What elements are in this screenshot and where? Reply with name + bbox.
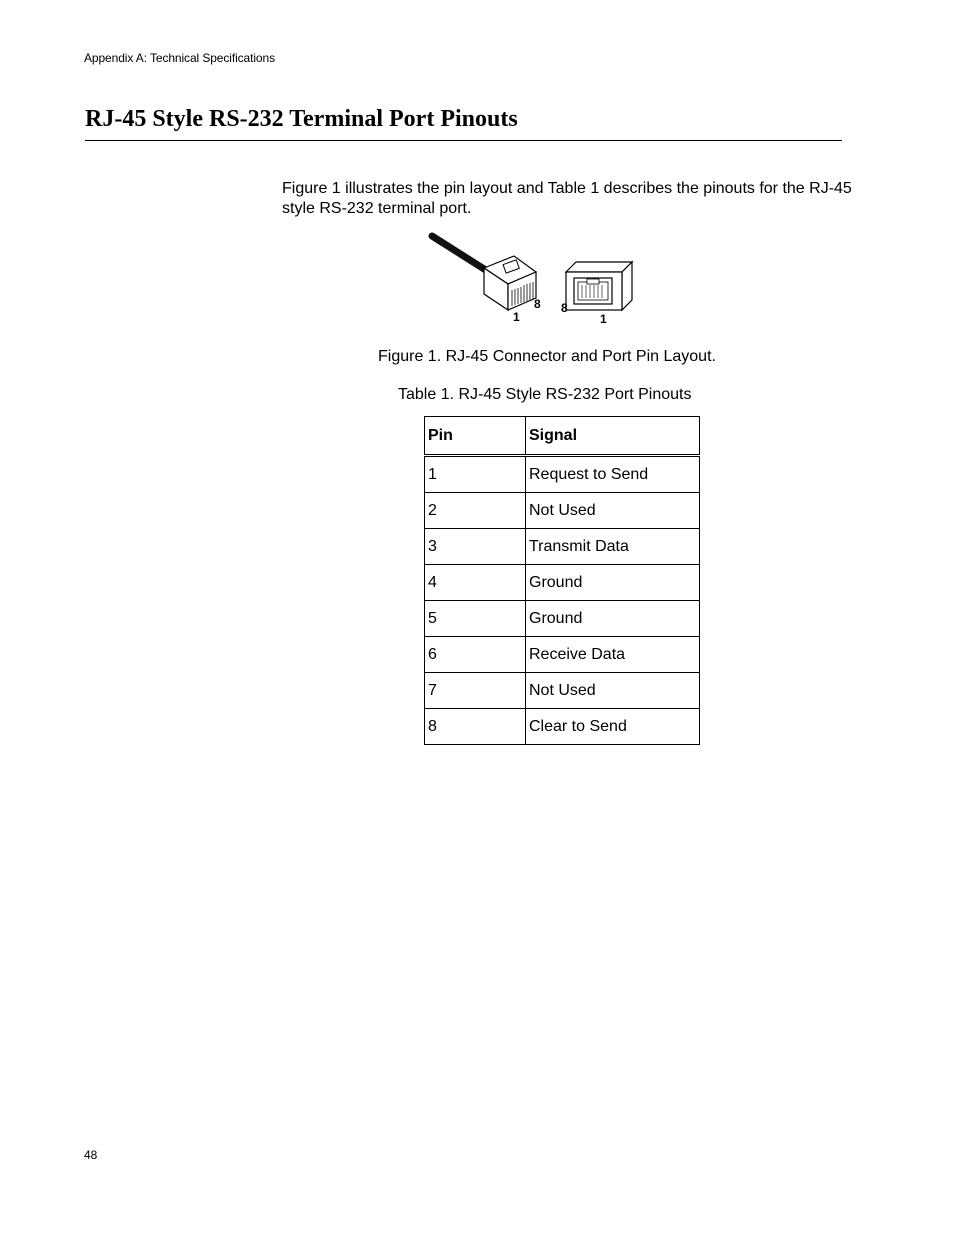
- table-row: [425, 565, 700, 601]
- signal-cell: Receive Data: [526, 637, 700, 673]
- rj45-plug-icon: [484, 256, 536, 310]
- signal-cell: Clear to Send: [526, 709, 700, 745]
- rj45-figure: [426, 228, 640, 328]
- cable-icon: [432, 236, 492, 274]
- signal-cell: Ground: [526, 601, 700, 637]
- table-row: [425, 673, 700, 709]
- table-row: [425, 493, 700, 529]
- signal-cell: Not Used: [526, 673, 700, 709]
- table-row: [425, 529, 700, 565]
- pinouts-table: [424, 416, 700, 745]
- pin-cell: 3: [425, 529, 526, 565]
- table-row: [425, 601, 700, 637]
- table-row: [425, 456, 700, 493]
- pin-cell: 6: [425, 637, 526, 673]
- column-header-pin: Pin: [425, 417, 526, 456]
- port-pin-right-label: 1: [600, 312, 607, 326]
- plug-pin-last-label: 8: [534, 297, 541, 311]
- port-pin-left-label: 8: [561, 301, 568, 315]
- table-header-row: [425, 417, 700, 456]
- rj45-illustration: [426, 228, 640, 328]
- table-row: [425, 637, 700, 673]
- signal-cell: Not Used: [526, 493, 700, 529]
- signal-cell: Request to Send: [526, 456, 700, 493]
- pin-cell: 7: [425, 673, 526, 709]
- pin-cell: 2: [425, 493, 526, 529]
- signal-cell: Ground: [526, 565, 700, 601]
- table-caption: Table 1. RJ-45 Style RS-232 Port Pinouts: [398, 386, 692, 403]
- figure-caption: Figure 1. RJ-45 Connector and Port Pin Layout.: [378, 348, 716, 365]
- pin-cell: 1: [425, 456, 526, 493]
- running-header: Appendix A: Technical Specifications: [84, 51, 275, 65]
- page-number: 48: [84, 1148, 98, 1162]
- pin-cell: 5: [425, 601, 526, 637]
- title-rule: [85, 140, 842, 141]
- intro-paragraph: Figure 1 illustrates the pin layout and Table 1 describes the pinouts for the RJ-45 style RS-232 terminal port.: [282, 180, 852, 217]
- signal-cell: Transmit Data: [526, 529, 700, 565]
- section-title: RJ-45 Style RS-232 Terminal Port Pinouts: [85, 106, 518, 132]
- column-header-signal: Signal: [526, 417, 700, 456]
- rj45-port-icon: [566, 262, 632, 310]
- pin-cell: 8: [425, 709, 526, 745]
- pin-cell: 4: [425, 565, 526, 601]
- plug-pin-first-label: 1: [513, 310, 520, 324]
- table-row: [425, 709, 700, 745]
